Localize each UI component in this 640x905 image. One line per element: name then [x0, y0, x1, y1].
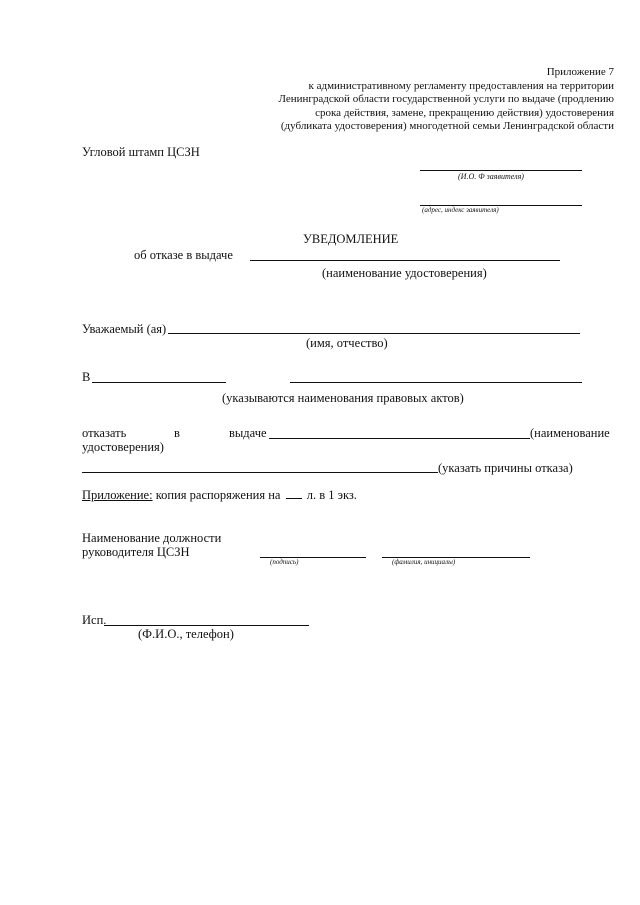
legal-line-right [290, 382, 582, 383]
applicant-name-line [420, 170, 582, 171]
position-line-2: руководителя ЦСЗН [82, 545, 190, 559]
full-name-caption: (фамилия, инициалы) [392, 558, 456, 566]
attachment-label: Приложение: [82, 488, 153, 502]
refusal-label: об отказе в выдаче [134, 248, 233, 262]
greeting-caption: (имя, отчество) [306, 336, 388, 350]
attachment-text-a: копия распоряжения на [155, 488, 281, 502]
executor-label: Исп. [82, 613, 107, 627]
position-line-1: Наименование должности [82, 531, 222, 545]
refusal-line-2: удостоверения) [82, 440, 164, 454]
refusal-tail: (наименование [530, 426, 610, 440]
legal-prefix: В [82, 370, 91, 384]
appendix-line: Приложение 7 [546, 66, 614, 78]
certificate-name-line [250, 260, 560, 261]
certificate-caption: (наименование удостоверения) [322, 266, 487, 280]
appendix-line: Ленинградской области государственной услуги по выдаче (продлению [278, 93, 614, 106]
refusal-word-3: выдаче [229, 426, 267, 440]
attachment-pages-blank [286, 498, 302, 499]
refusal-reason-line [82, 472, 438, 473]
attachment-row [82, 488, 357, 503]
appendix-line: (дубликата удостоверения) многодетной семьи Ленинградской области [280, 120, 614, 133]
signature-caption: (подпись) [270, 558, 299, 566]
legal-caption: (указываются наименования правовых актов) [222, 391, 464, 405]
executor-line [104, 625, 309, 626]
appendix-line: срока действия, замене, прекращению действия) удостоверения [315, 106, 614, 119]
corner-stamp-label: Угловой штамп ЦСЗН [82, 145, 200, 159]
appendix-header [278, 66, 614, 134]
greeting-name-line [168, 333, 580, 334]
refusal-word-2: в [174, 426, 180, 440]
appendix-line: к административному регламенту предоставления на территории [308, 79, 614, 92]
refusal-reason-caption: (указать причины отказа) [438, 461, 573, 475]
greeting-label: Уважаемый (ая) [82, 322, 167, 336]
refusal-word-1: отказать [82, 426, 127, 440]
attachment-text-b: л. в 1 экз. [306, 488, 357, 502]
notice-title: УВЕДОМЛЕНИЕ [303, 232, 399, 246]
applicant-address-caption: (адрес, индекс заявителя) [422, 206, 499, 214]
executor-caption: (Ф.И.О., телефон) [138, 627, 234, 641]
legal-line-left [92, 382, 226, 383]
refusal-certificate-line [269, 438, 530, 439]
applicant-name-caption: (И.О. Ф заявителя) [458, 172, 524, 181]
